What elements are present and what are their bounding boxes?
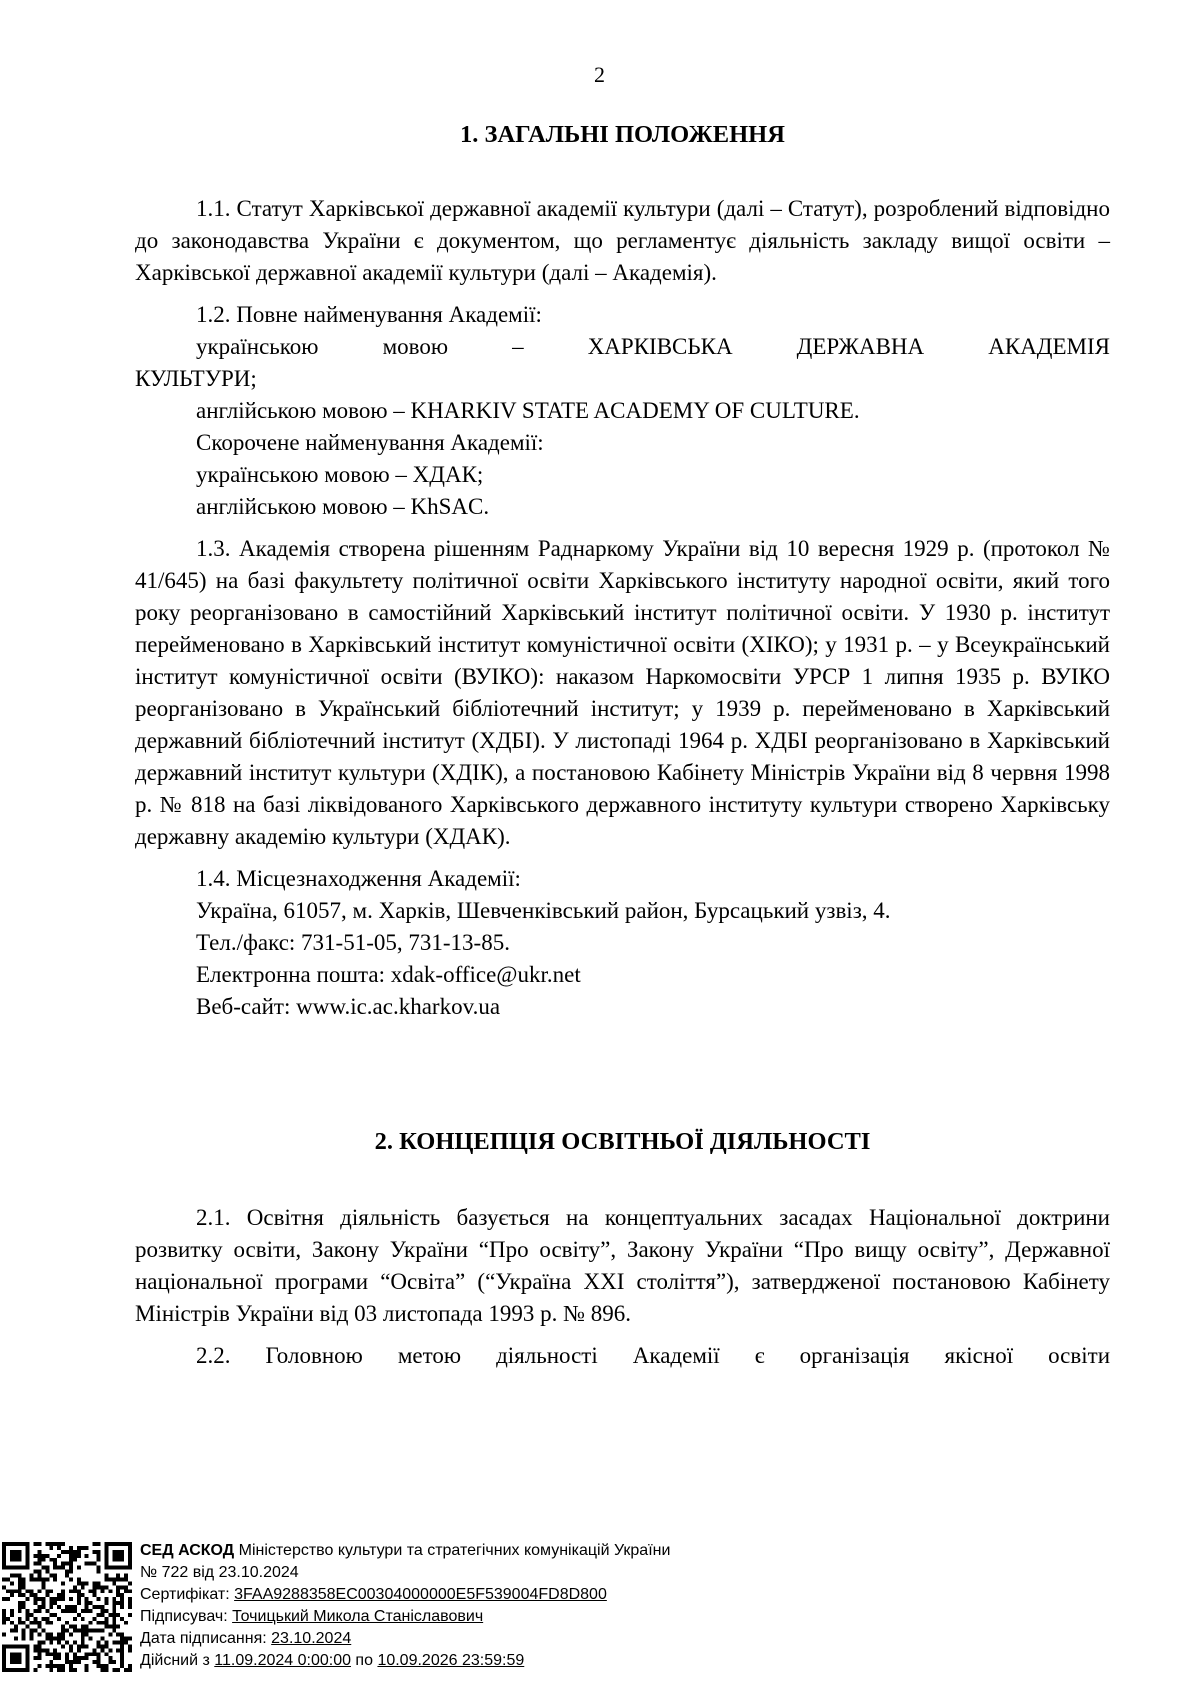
certificate-line (140, 1584, 1040, 1606)
signer-label: Підписувач: (140, 1608, 233, 1625)
signature-details (140, 1540, 1040, 1672)
ministry-name: Міністерство культури та стратегічних комунікацій України (234, 1542, 671, 1559)
paragraph: Веб-сайт: www.ic.ac.kharkov.ua (196, 994, 501, 1019)
paragraph: 2.2. Головною метою діяльності Академії є організація якісної освіти (196, 1343, 1110, 1368)
paragraph: 1.3. Академія створена рішенням Раднаркому України від 10 вересня 1929 р. (протокол № 41/645) на базі факультету політичної освіти Харківського інституту народної освіти, який того року реорганізовано в самостійний Харківський інститут політичної освіти. У 1930 р. інститут перейменовано в Харківський інститут комуністичної освіти (ХІКО); у 1931 р. – у Всеукраїнський інститут комуністичної освіти (ВУІКО): наказом Наркомосвіти УРСР 1 липня 1935 р. ВУІКО реорганізовано в Український бібліотечний інститут; у 1939 р. перейменовано в Харківський державний бібліотечний інститут (ХДБІ). У листопаді 1964 р. ХДБІ реорганізовано в Харківський державний інститут культури (ХДІК), а постановою Кабінету Міністрів України від 8 червня 1998 р. № 818 на базі ліквідованого Харківського державного інституту культури створено Харківську державну академію культури (ХДАК). (135, 536, 1110, 849)
page-number: 2 (594, 62, 605, 87)
system-name: СЕД АСКОД (140, 1542, 235, 1559)
document-body (135, 118, 1110, 1372)
section-heading: 2. КОНЦЕПЦІЯ ОСВІТНЬОЇ ДІЯЛЬНОСТІ (374, 1128, 871, 1155)
validity-to: 10.09.2026 23:59:59 (377, 1652, 525, 1669)
paragraph: 1.1. Статут Харківської державної академії культури (далі – Статут), розроблений відповідно до законодавства України є документом, що регламентує діяльність закладу вищої освіти – Харківської державної академії культури (далі – Академія). (135, 196, 1110, 285)
paragraph: українською мовою – ХАРКІВСЬКА ДЕРЖАВНА АКАДЕМІЯ (196, 334, 1110, 359)
paragraph: Електронна пошта: xdak-office@ukr.net (196, 962, 581, 987)
validity-prefix: Дійсний з (140, 1652, 215, 1669)
signature-system-line (140, 1540, 1040, 1562)
paragraph: Тел./факс: 731-51-05, 731-13-85. (196, 930, 510, 955)
paragraph: КУЛЬТУРИ; (135, 366, 257, 391)
paragraph: 2.1. Освітня діяльність базується на концептуальних засадах Національної доктрини розвитку освіти, Закону України “Про освіту”, Закону України “Про вищу освіту”, Державної національної програми “Освіта” (“Україна ХХІ століття”), затвердженої постановою Кабінету Міністрів України від 03 листопада 1993 р. № 896. (135, 1205, 1110, 1326)
validity-from: 11.09.2024 0:00:00 (214, 1652, 351, 1669)
signer-value: Точицький Микола Станіславович (232, 1608, 484, 1625)
certificate-value: 3FAA9288358EC00304000000E5F539004FD8D800 (234, 1586, 607, 1603)
certificate-label: Сертифікат: (140, 1586, 235, 1603)
signer-line (140, 1606, 1040, 1628)
paragraph: англійською мовою – KhSAC. (196, 494, 490, 519)
paragraph: українською мовою – ХДАК; (196, 462, 484, 487)
sign-date-line (140, 1628, 1040, 1650)
doc-number-line: № 722 від 23.10.2024 (140, 1564, 299, 1581)
paragraph: англійською мовою – KHARKIV STATE ACADEMY OF CULTURE. (196, 398, 860, 423)
qr-code-icon (2, 1542, 132, 1672)
sign-date-label: Дата підписання: (140, 1630, 272, 1647)
validity-mid: по (350, 1652, 378, 1669)
section-heading: 1. ЗАГАЛЬНІ ПОЛОЖЕННЯ (460, 121, 785, 148)
paragraph: 1.4. Місцезнаходження Академії: (196, 866, 521, 891)
validity-line (140, 1650, 1040, 1672)
paragraph: Скорочене найменування Академії: (196, 430, 544, 455)
sign-date-value: 23.10.2024 (271, 1630, 352, 1647)
paragraph: 1.2. Повне найменування Академії: (196, 302, 542, 327)
paragraph: Україна, 61057, м. Харків, Шевченківський район, Бурсацький узвіз, 4. (196, 898, 891, 923)
